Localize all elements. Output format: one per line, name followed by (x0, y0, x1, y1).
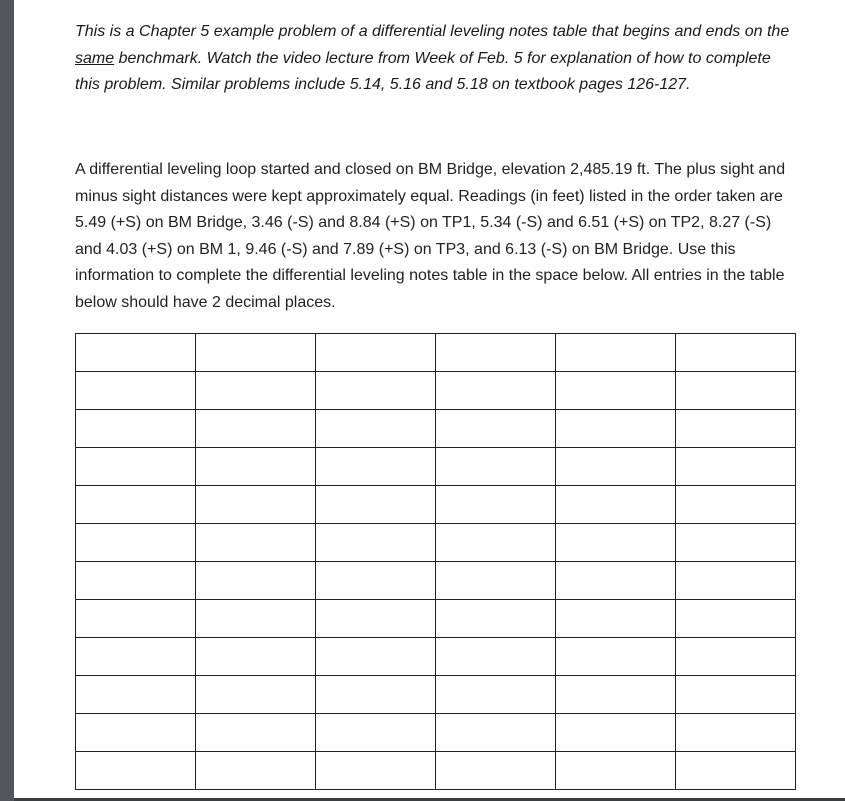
table-cell (316, 638, 436, 676)
table-cell (676, 752, 796, 790)
table-row (76, 448, 796, 486)
table-cell (196, 638, 316, 676)
table-cell (436, 524, 556, 562)
table-cell (196, 524, 316, 562)
table-cell (316, 524, 436, 562)
table-cell (676, 448, 796, 486)
table-cell (76, 562, 196, 600)
table-cell (316, 410, 436, 448)
problem-statement: A differential leveling loop started and closed on BM Bridge, elevation 2,485.19 ft. The plus sight and minus sight distances were kept approximately equal. Readings (in feet) listed in the order taken are 5.49 (+S) on BM Bridge, 3.46 (-S) and 8.84 (+S) on TP1, 5.34 (-S) and 6.51 (+S) on TP2, 8.27 (-S) and 4.03 (+S) on BM 1, 9.46 (-S) and 7.89 (+S) on TP3, and 6.13 (-S) on BM Bridge. Use this information to complete the differential leveling notes table in the space below. All entries in the table below should have 2 decimal places. (75, 161, 786, 311)
table-cell (676, 562, 796, 600)
table-cell (436, 562, 556, 600)
table-cell (316, 372, 436, 410)
notes-table-body (76, 334, 796, 790)
table-cell (436, 752, 556, 790)
table-cell (556, 524, 676, 562)
table-cell (76, 334, 196, 372)
table-row (76, 334, 796, 372)
table-cell (436, 714, 556, 752)
table-cell (436, 600, 556, 638)
table-cell (196, 676, 316, 714)
table-row (76, 600, 796, 638)
table-cell (316, 448, 436, 486)
table-cell (676, 676, 796, 714)
table-cell (316, 714, 436, 752)
table-cell (316, 600, 436, 638)
table-cell (676, 334, 796, 372)
table-cell (556, 334, 676, 372)
table-cell (436, 372, 556, 410)
intro-underlined-word: same (75, 49, 115, 67)
table-cell (196, 714, 316, 752)
table-cell (196, 752, 316, 790)
intro-text-start: This is a Chapter 5 example problem of a differential leveling notes table that begins and ends on the (75, 23, 790, 40)
table-cell (76, 676, 196, 714)
table-cell (196, 448, 316, 486)
table-cell (316, 676, 436, 714)
table-cell (196, 600, 316, 638)
table-cell (556, 562, 676, 600)
table-cell (556, 600, 676, 638)
table-cell (316, 486, 436, 524)
table-row (76, 562, 796, 600)
table-cell (76, 372, 196, 410)
table-cell (676, 600, 796, 638)
table-cell (316, 334, 436, 372)
table-row (76, 638, 796, 676)
table-cell (76, 486, 196, 524)
table-cell (76, 714, 196, 752)
document-page (14, 0, 845, 798)
table-row (76, 714, 796, 752)
table-cell (556, 486, 676, 524)
table-cell (436, 448, 556, 486)
table-cell (76, 410, 196, 448)
table-cell (556, 410, 676, 448)
table-cell (316, 562, 436, 600)
table-row (76, 752, 796, 790)
table-cell (436, 334, 556, 372)
table-cell (676, 714, 796, 752)
table-cell (556, 638, 676, 676)
table-cell (436, 410, 556, 448)
table-cell (556, 676, 676, 714)
table-cell (676, 638, 796, 676)
table-cell (436, 638, 556, 676)
table-row (76, 410, 796, 448)
table-cell (196, 334, 316, 372)
table-cell (76, 448, 196, 486)
table-cell (556, 752, 676, 790)
table-cell (76, 524, 196, 562)
table-row (76, 524, 796, 562)
table-row (76, 676, 796, 714)
table-row (76, 372, 796, 410)
table-cell (556, 448, 676, 486)
table-cell (196, 372, 316, 410)
table-cell (556, 372, 676, 410)
table-cell (676, 410, 796, 448)
table-cell (316, 752, 436, 790)
table-cell (76, 638, 196, 676)
table-row (76, 486, 796, 524)
intro-text-end: benchmark. Watch the video lecture from Week of Feb. 5 for explanation of how to complete this problem. Similar problems include 5.14, 5.16 and 5.18 on textbook pages 126-127. (75, 49, 771, 93)
leveling-notes-table (75, 333, 796, 790)
table-cell (436, 676, 556, 714)
table-cell (196, 486, 316, 524)
intro-paragraph (75, 19, 800, 99)
table-cell (76, 600, 196, 638)
table-cell (196, 562, 316, 600)
table-cell (556, 714, 676, 752)
table-cell (436, 486, 556, 524)
table-cell (76, 752, 196, 790)
table-cell (196, 410, 316, 448)
table-cell (676, 524, 796, 562)
table-cell (676, 486, 796, 524)
table-cell (676, 372, 796, 410)
